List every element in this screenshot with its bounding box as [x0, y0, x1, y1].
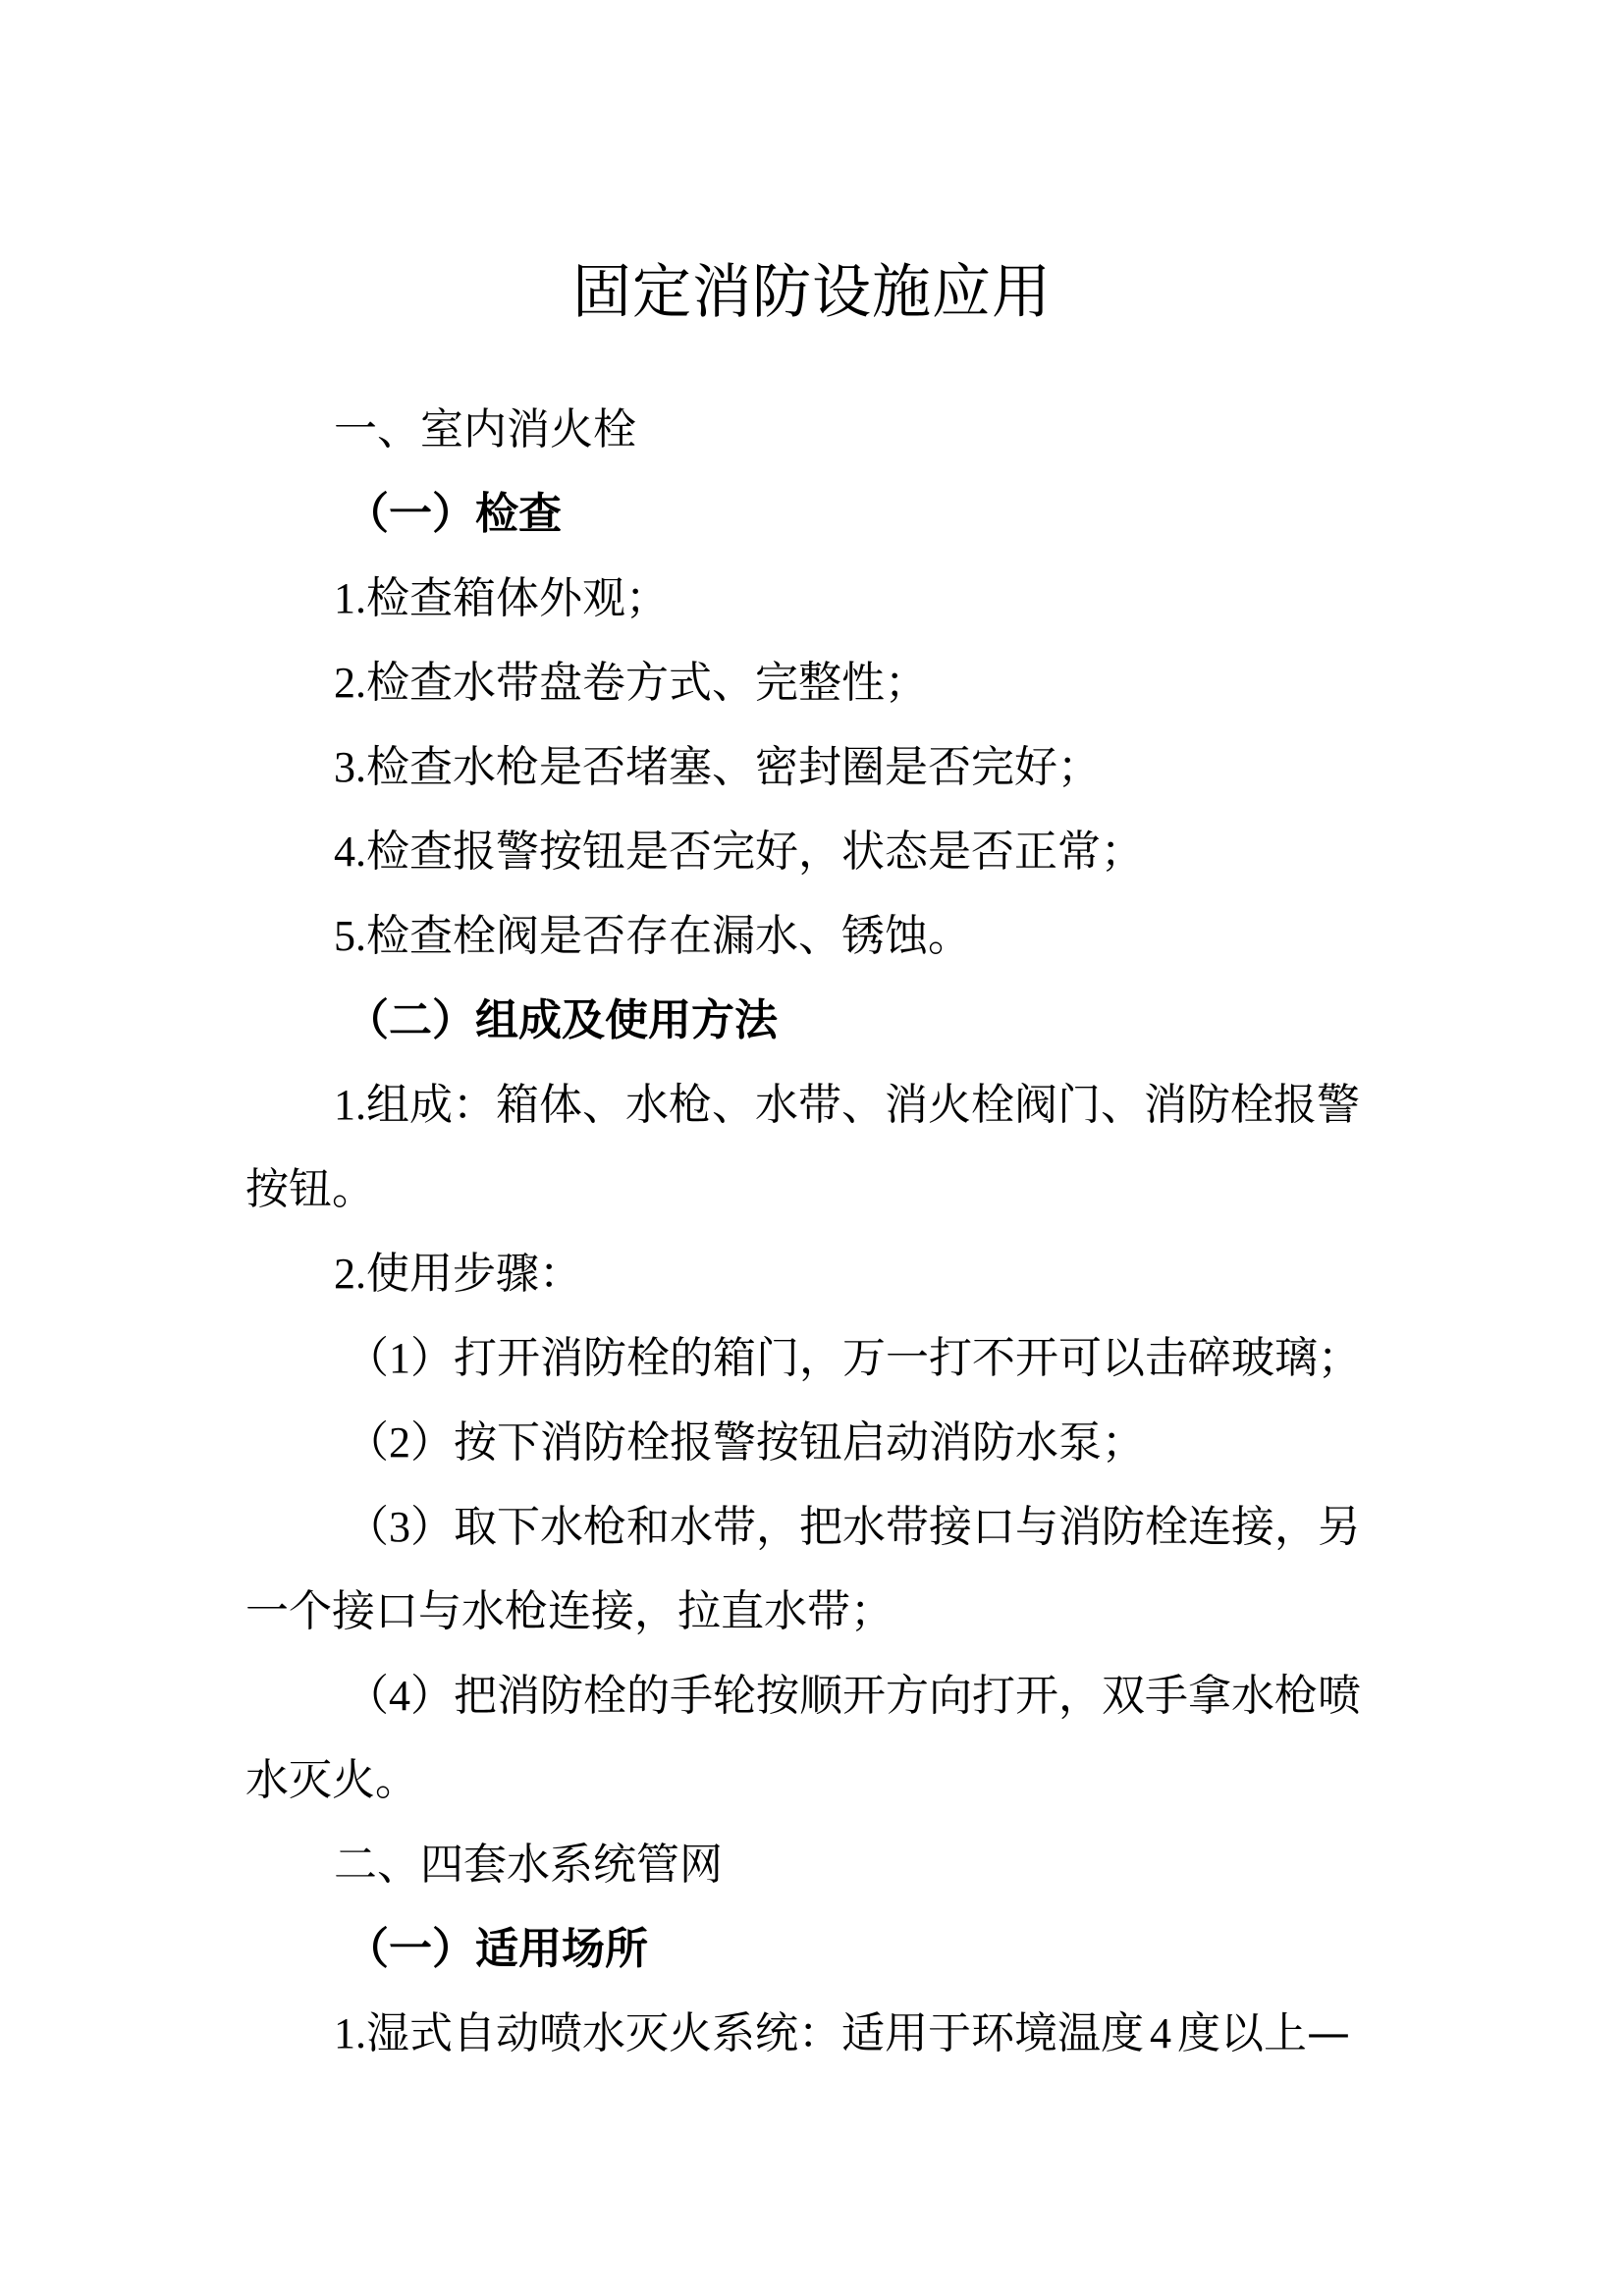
list-item-number: 2. [334, 1250, 366, 1298]
list-item [0, 2004, 1624, 2063]
list-item [0, 569, 1624, 628]
steps-label-text: 使用步骤： [366, 1249, 582, 1299]
list-item-number: 3. [334, 743, 366, 791]
step-number: （3） [346, 1503, 454, 1551]
composition-line-2: 按钮。 [245, 1164, 375, 1214]
list-item-text-tail: 度以上— [1177, 2008, 1350, 2058]
step-text-continuation: 水灭火。 [245, 1755, 418, 1805]
section-heading-pipe-network: 二、四套水系统管网 [334, 1840, 723, 1890]
subsection-heading-composition-usage: （二）组成及使用方法 [346, 995, 778, 1045]
list-item-number: 1. [334, 574, 366, 622]
list-item-number: 2. [334, 659, 366, 707]
section-heading-indoor-hydrant: 一、室内消火栓 [334, 404, 636, 454]
step-text: 取下水枪和水带，把水带接口与消防栓连接，另 [454, 1502, 1361, 1552]
list-item [0, 907, 1624, 966]
steps-label [0, 1245, 1624, 1304]
list-item-number: 1. [334, 1081, 366, 1129]
list-item [0, 738, 1624, 797]
temperature-number: 4 [1150, 2009, 1171, 2057]
step-text: 打开消防栓的箱门，万一打不开可以击碎玻璃； [454, 1333, 1361, 1383]
step-text-continuation: 一个接口与水枪连接，拉直水带； [245, 1586, 893, 1636]
composition-line-1 [0, 1076, 1624, 1135]
list-item-text: 检查水带盘卷方式、完整性； [366, 658, 928, 708]
list-item-text: 检查水枪是否堵塞、密封圈是否完好； [366, 742, 1101, 792]
list-item-text: 检查报警按钮是否完好，状态是否正常； [366, 827, 1144, 877]
page-title: 固定消防设施应用 [572, 258, 1052, 327]
list-item-text: 检查栓阀是否存在漏水、锈蚀。 [366, 911, 971, 961]
list-item-number: 1. [334, 2009, 366, 2057]
list-item-text: 湿式自动喷水灭火系统：适用于环境温度 [366, 2008, 1144, 2058]
list-item-text: 检查箱体外观； [366, 573, 669, 623]
step-item [0, 1329, 1624, 1388]
subsection-heading-inspection: （一）检查 [346, 489, 562, 539]
step-item [0, 1667, 1624, 1726]
list-item [0, 823, 1624, 881]
step-number: （4） [346, 1672, 454, 1720]
step-item [0, 1498, 1624, 1557]
step-number: （2） [346, 1418, 454, 1467]
list-item-number: 5. [334, 912, 366, 960]
list-item [0, 654, 1624, 713]
step-text: 按下消防栓报警按钮启动消防水泵； [454, 1417, 1145, 1468]
composition-text: 组成：箱体、水枪、水带、消火栓阀门、消防栓报警 [366, 1080, 1360, 1130]
step-number: （1） [346, 1334, 454, 1382]
step-text: 把消防栓的手轮按顺开方向打开，双手拿水枪喷 [454, 1671, 1361, 1721]
list-item-number: 4. [334, 828, 366, 876]
subsection-heading-applicable-places: （一）适用场所 [346, 1924, 648, 1974]
step-item [0, 1414, 1624, 1472]
